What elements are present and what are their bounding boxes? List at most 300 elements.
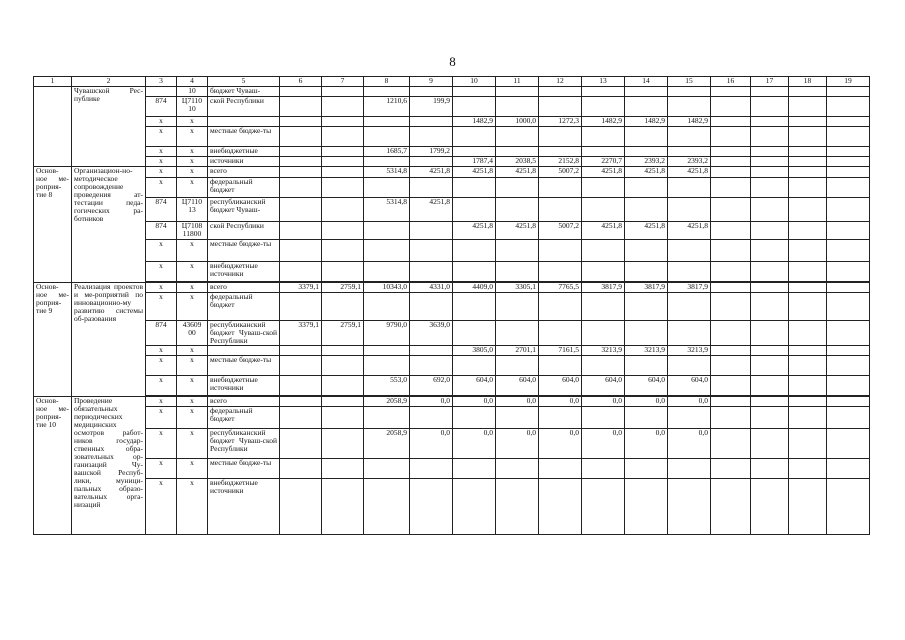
cell-col12 xyxy=(539,459,582,479)
cell-col15: 1482,9 xyxy=(668,117,711,127)
cell-col9 xyxy=(410,479,453,535)
cell-col8: 2058,9 xyxy=(364,429,410,459)
cell-col4: x xyxy=(177,356,208,376)
cell-col4: x xyxy=(177,346,208,356)
cell-col18 xyxy=(789,429,827,459)
table-row xyxy=(34,167,870,178)
cell-col7 xyxy=(322,97,364,117)
cell-col11 xyxy=(496,147,539,157)
cell-col11 xyxy=(496,407,539,429)
header-col6: 6 xyxy=(280,77,322,87)
cell-col9: 4331,0 xyxy=(410,283,453,293)
cell-col3: 874 xyxy=(146,97,177,117)
cell-col11 xyxy=(496,293,539,321)
cell-col4: x xyxy=(177,283,208,293)
cell-col6 xyxy=(280,479,322,535)
cell-col10 xyxy=(453,198,496,222)
cell-col10 xyxy=(453,97,496,117)
cell-col16 xyxy=(711,376,751,396)
cell-col16 xyxy=(711,293,751,321)
cell-col10 xyxy=(453,293,496,321)
cell-col9: 0,0 xyxy=(410,397,453,407)
header-col3: 3 xyxy=(146,77,177,87)
cell-col3: x xyxy=(146,407,177,429)
cell-col10 xyxy=(453,479,496,535)
header-col17: 17 xyxy=(751,77,789,87)
cell-col7: 2759,1 xyxy=(322,283,364,293)
cell-col4: x xyxy=(177,262,208,282)
cell-col8 xyxy=(364,479,410,535)
page-number: 8 xyxy=(449,54,456,69)
cell-col3: x xyxy=(146,157,177,167)
cell-col11 xyxy=(496,198,539,222)
cell-col17 xyxy=(751,167,789,178)
cell-col13: 3817,9 xyxy=(582,283,625,293)
cell-col17 xyxy=(751,407,789,429)
cell-col5: бюджет Чуваш- xyxy=(208,87,280,97)
cell-col6 xyxy=(280,397,322,407)
cell-col9 xyxy=(410,240,453,262)
cell-col19 xyxy=(827,346,870,356)
cell-col17 xyxy=(751,321,789,346)
cell-col17 xyxy=(751,147,789,157)
cell-col17 xyxy=(751,178,789,198)
table-row xyxy=(34,479,870,535)
cell-col11 xyxy=(496,356,539,376)
cell-col9: 1799,2 xyxy=(410,147,453,157)
cell-col15: 4251,8 xyxy=(668,167,711,178)
cell-col16 xyxy=(711,147,751,157)
cell-col19 xyxy=(827,321,870,346)
cell-col12 xyxy=(539,147,582,157)
cell-col16 xyxy=(711,222,751,240)
cell-col6 xyxy=(280,147,322,157)
measure-label: Основ-ное ме-роприя-тие 10 xyxy=(34,397,72,535)
cell-col18 xyxy=(789,376,827,396)
cell-col9 xyxy=(410,222,453,240)
cell-col8 xyxy=(364,157,410,167)
cell-col16 xyxy=(711,356,751,376)
cell-col19 xyxy=(827,262,870,282)
cell-col11: 4251,8 xyxy=(496,167,539,178)
cell-col6 xyxy=(280,293,322,321)
budget-table xyxy=(33,76,870,535)
table-row xyxy=(34,429,870,459)
cell-col5: всего xyxy=(208,397,280,407)
table-row xyxy=(34,240,870,262)
cell-col7 xyxy=(322,397,364,407)
cell-col17 xyxy=(751,479,789,535)
header-col13: 13 xyxy=(582,77,625,87)
cell-col6 xyxy=(280,222,322,240)
cell-col14 xyxy=(625,407,668,429)
cell-col18 xyxy=(789,240,827,262)
cell-col16 xyxy=(711,479,751,535)
cell-col9 xyxy=(410,262,453,282)
cell-col4: x xyxy=(177,407,208,429)
cell-col13 xyxy=(582,97,625,117)
cell-col18 xyxy=(789,178,827,198)
cell-col12 xyxy=(539,356,582,376)
header-col2: 2 xyxy=(72,77,146,87)
cell-col19 xyxy=(827,178,870,198)
cell-col19 xyxy=(827,97,870,117)
cell-col17 xyxy=(751,240,789,262)
cell-col13: 604,0 xyxy=(582,376,625,396)
cell-col9: 692,0 xyxy=(410,376,453,396)
table-row xyxy=(34,222,870,240)
cell-col9: 4251,8 xyxy=(410,198,453,222)
cell-col12 xyxy=(539,293,582,321)
cell-col15 xyxy=(668,459,711,479)
cell-col15 xyxy=(668,127,711,147)
cell-col16 xyxy=(711,407,751,429)
header-col1: 1 xyxy=(34,77,72,87)
cell-col13: 4251,8 xyxy=(582,222,625,240)
cell-col8: 1210,6 xyxy=(364,97,410,117)
cell-col7 xyxy=(322,117,364,127)
cell-col7 xyxy=(322,429,364,459)
cell-col19 xyxy=(827,397,870,407)
measure-label: Основ-ное ме-роприя-тие 9 xyxy=(34,283,72,397)
cell-col18 xyxy=(789,397,827,407)
cell-col10 xyxy=(453,321,496,346)
cell-col19 xyxy=(827,127,870,147)
cell-col6 xyxy=(280,167,322,178)
cell-col10: 4409,0 xyxy=(453,283,496,293)
cell-col15: 3817,9 xyxy=(668,283,711,293)
cell-col4: x xyxy=(177,127,208,147)
cell-col18 xyxy=(789,346,827,356)
cell-col3: x xyxy=(146,127,177,147)
cell-col8: 1685,7 xyxy=(364,147,410,157)
cell-col11: 1000,0 xyxy=(496,117,539,127)
cell-col14 xyxy=(625,459,668,479)
cell-col14 xyxy=(625,97,668,117)
cell-col9 xyxy=(410,87,453,97)
cell-col6 xyxy=(280,87,322,97)
cell-col19 xyxy=(827,157,870,167)
cell-col10: 4251,8 xyxy=(453,222,496,240)
cell-col18 xyxy=(789,407,827,429)
cell-col8: 5314,8 xyxy=(364,198,410,222)
cell-col8 xyxy=(364,407,410,429)
cell-col14 xyxy=(625,240,668,262)
cell-col3: 874 xyxy=(146,198,177,222)
cell-col8: 9790,0 xyxy=(364,321,410,346)
cell-col19 xyxy=(827,198,870,222)
cell-col5: федеральный бюджет xyxy=(208,407,280,429)
cell-col6 xyxy=(280,97,322,117)
cell-col16 xyxy=(711,127,751,147)
cell-col12 xyxy=(539,127,582,147)
cell-col11: 2701,1 xyxy=(496,346,539,356)
cell-col17 xyxy=(751,222,789,240)
cell-col5: местные бюдже-ты xyxy=(208,459,280,479)
cell-col13 xyxy=(582,262,625,282)
cell-col18 xyxy=(789,321,827,346)
cell-col8 xyxy=(364,222,410,240)
cell-col18 xyxy=(789,97,827,117)
cell-col16 xyxy=(711,397,751,407)
header-col12: 12 xyxy=(539,77,582,87)
cell-col9: 199,9 xyxy=(410,97,453,117)
cell-col19 xyxy=(827,117,870,127)
cell-col14 xyxy=(625,262,668,282)
cell-col17 xyxy=(751,87,789,97)
cell-col16 xyxy=(711,157,751,167)
cell-col7 xyxy=(322,178,364,198)
cell-col8 xyxy=(364,240,410,262)
cell-col19 xyxy=(827,293,870,321)
cell-col5 xyxy=(208,117,280,127)
cell-col9 xyxy=(410,157,453,167)
table-row xyxy=(34,346,870,356)
cell-col18 xyxy=(789,198,827,222)
cell-col15 xyxy=(668,178,711,198)
cell-col6 xyxy=(280,157,322,167)
cell-col10 xyxy=(453,240,496,262)
cell-col12: 0,0 xyxy=(539,397,582,407)
cell-col7 xyxy=(322,356,364,376)
cell-col3: x xyxy=(146,429,177,459)
cell-col12 xyxy=(539,262,582,282)
cell-col14: 1482,9 xyxy=(625,117,668,127)
cell-col3: x xyxy=(146,397,177,407)
table-row xyxy=(34,147,870,157)
cell-col16 xyxy=(711,283,751,293)
cell-col10 xyxy=(453,147,496,157)
cell-col7 xyxy=(322,262,364,282)
cell-col18 xyxy=(789,283,827,293)
measure-name: Реализация проектов и ме-роприятий по инновационно-му развитию системы об-разования xyxy=(72,283,146,397)
cell-col16 xyxy=(711,167,751,178)
cell-col14 xyxy=(625,198,668,222)
cell-col8 xyxy=(364,178,410,198)
cell-col15: 4251,8 xyxy=(668,222,711,240)
cell-col13: 4251,8 xyxy=(582,167,625,178)
cell-col19 xyxy=(827,459,870,479)
cell-col8 xyxy=(364,346,410,356)
cell-col10 xyxy=(453,262,496,282)
cell-col5: ской Республики xyxy=(208,222,280,240)
cell-col8: 5314,8 xyxy=(364,167,410,178)
cell-col12 xyxy=(539,321,582,346)
cell-col16 xyxy=(711,346,751,356)
cell-col3: 874 xyxy=(146,321,177,346)
cell-col8 xyxy=(364,262,410,282)
header-col14: 14 xyxy=(625,77,668,87)
cell-col10: 3805,0 xyxy=(453,346,496,356)
cell-col3: x xyxy=(146,293,177,321)
cell-col18 xyxy=(789,293,827,321)
cell-col14 xyxy=(625,293,668,321)
table-row xyxy=(34,293,870,321)
cell-col4: x xyxy=(177,240,208,262)
cell-col18 xyxy=(789,262,827,282)
cell-col17 xyxy=(751,157,789,167)
cell-col13: 0,0 xyxy=(582,429,625,459)
header-col10: 10 xyxy=(453,77,496,87)
cell-col11: 2038,5 xyxy=(496,157,539,167)
cell-col6 xyxy=(280,198,322,222)
cell-col12 xyxy=(539,97,582,117)
cell-col13 xyxy=(582,178,625,198)
cell-col10: 4251,8 xyxy=(453,167,496,178)
cell-col3: x xyxy=(146,167,177,178)
measure-label: Основ-ное ме-роприя-тие 8 xyxy=(34,167,72,283)
cell-col13 xyxy=(582,356,625,376)
cell-col11: 0,0 xyxy=(496,397,539,407)
header-col9: 9 xyxy=(410,77,453,87)
cell-col4: Ц7110 10 xyxy=(177,97,208,117)
cell-col6 xyxy=(280,117,322,127)
cell-col14 xyxy=(625,127,668,147)
cell-col5: внебюджетные xyxy=(208,147,280,157)
cell-col9 xyxy=(410,346,453,356)
cell-col12: 604,0 xyxy=(539,376,582,396)
cell-col17 xyxy=(751,429,789,459)
cell-col9 xyxy=(410,407,453,429)
cell-col3: x xyxy=(146,178,177,198)
cell-col14 xyxy=(625,147,668,157)
cell-col6 xyxy=(280,407,322,429)
cell-col15: 0,0 xyxy=(668,429,711,459)
cell-col14: 0,0 xyxy=(625,397,668,407)
cell-col4: x xyxy=(177,429,208,459)
cell-col4: 10 xyxy=(177,87,208,97)
cell-col11 xyxy=(496,87,539,97)
cell-col4: 43609 00 xyxy=(177,321,208,346)
cell-col10 xyxy=(453,459,496,479)
header-col19: 19 xyxy=(827,77,870,87)
header-col8: 8 xyxy=(364,77,410,87)
cell-col16 xyxy=(711,87,751,97)
cell-col7 xyxy=(322,87,364,97)
cell-col6 xyxy=(280,262,322,282)
header-col7: 7 xyxy=(322,77,364,87)
cell-col11: 3305,1 xyxy=(496,283,539,293)
cell-col15 xyxy=(668,262,711,282)
cell-col13: 3213,9 xyxy=(582,346,625,356)
cell-col12: 0,0 xyxy=(539,429,582,459)
cell-col10: 604,0 xyxy=(453,376,496,396)
cell-col16 xyxy=(711,262,751,282)
table-row xyxy=(34,127,870,147)
cell-col14: 4251,8 xyxy=(625,167,668,178)
cell-col19 xyxy=(827,283,870,293)
cell-col16 xyxy=(711,459,751,479)
table-row xyxy=(34,397,870,407)
cell-col17 xyxy=(751,356,789,376)
cell-col5: внебюджетные источники xyxy=(208,262,280,282)
cell-col6 xyxy=(280,178,322,198)
cell-col16 xyxy=(711,321,751,346)
cell-col4: x xyxy=(177,293,208,321)
cell-col11 xyxy=(496,178,539,198)
measure-name: Проведение обязательных периодических медицинских осмотров работ-ников государ-ственных обра-зовательных ор-ганизаций Чу-вашской Респуб-лики, муници-пальных образо-вательных орга-низаций xyxy=(72,397,146,535)
cell-col13 xyxy=(582,127,625,147)
cell-col3 xyxy=(146,87,177,97)
header-col15: 15 xyxy=(668,77,711,87)
cell-col17 xyxy=(751,198,789,222)
cell-col15 xyxy=(668,87,711,97)
cell-col12 xyxy=(539,198,582,222)
cell-col5: местные бюдже-ты xyxy=(208,240,280,262)
cell-col7 xyxy=(322,167,364,178)
cell-col9: 0,0 xyxy=(410,429,453,459)
cell-col5: местные бюдже-ты xyxy=(208,356,280,376)
cell-col7 xyxy=(322,376,364,396)
cell-col12: 7161,5 xyxy=(539,346,582,356)
cell-col13 xyxy=(582,293,625,321)
cell-col13: 2270,7 xyxy=(582,157,625,167)
table-row xyxy=(34,376,870,396)
cell-col12: 7765,5 xyxy=(539,283,582,293)
cell-col5: источники xyxy=(208,157,280,167)
cell-col7 xyxy=(322,407,364,429)
cell-col9 xyxy=(410,293,453,321)
cell-col11: 0,0 xyxy=(496,429,539,459)
cell-col5: всего xyxy=(208,283,280,293)
cell-col7 xyxy=(322,459,364,479)
cell-col19 xyxy=(827,407,870,429)
cell-col5: федеральный бюджет xyxy=(208,178,280,198)
cell-col10 xyxy=(453,87,496,97)
cell-col8 xyxy=(364,87,410,97)
cell-col16 xyxy=(711,178,751,198)
cell-col3: x xyxy=(146,262,177,282)
header-col4: 4 xyxy=(177,77,208,87)
cell-col8: 553,0 xyxy=(364,376,410,396)
cell-col10: 1787,4 xyxy=(453,157,496,167)
cell-col14 xyxy=(625,87,668,97)
cell-col3: 874 xyxy=(146,222,177,240)
cell-col14: 3817,9 xyxy=(625,283,668,293)
cell-col15 xyxy=(668,97,711,117)
cell-col11 xyxy=(496,479,539,535)
cell-col6: 3379,1 xyxy=(280,283,322,293)
cell-col13: 1482,9 xyxy=(582,117,625,127)
cell-col8 xyxy=(364,356,410,376)
table-row xyxy=(34,157,870,167)
cell-col16 xyxy=(711,429,751,459)
cell-col15 xyxy=(668,240,711,262)
cell-col15 xyxy=(668,479,711,535)
measure-name: Чувашской Рес-публике xyxy=(72,87,146,167)
cell-col11: 604,0 xyxy=(496,376,539,396)
cell-col9: 4251,8 xyxy=(410,167,453,178)
cell-col19 xyxy=(827,87,870,97)
cell-col13 xyxy=(582,87,625,97)
table-row xyxy=(34,87,870,97)
cell-col6 xyxy=(280,376,322,396)
cell-col8 xyxy=(364,459,410,479)
cell-col10: 0,0 xyxy=(453,429,496,459)
cell-col14: 3213,9 xyxy=(625,346,668,356)
cell-col7: 2759,1 xyxy=(322,321,364,346)
table-row xyxy=(34,178,870,198)
cell-col19 xyxy=(827,356,870,376)
cell-col15: 2393,2 xyxy=(668,157,711,167)
cell-col4: x xyxy=(177,117,208,127)
cell-col13 xyxy=(582,240,625,262)
cell-col14 xyxy=(625,321,668,346)
cell-col9 xyxy=(410,127,453,147)
cell-col16 xyxy=(711,97,751,117)
cell-col5: местные бюдже-ты xyxy=(208,127,280,147)
cell-col7 xyxy=(322,147,364,157)
